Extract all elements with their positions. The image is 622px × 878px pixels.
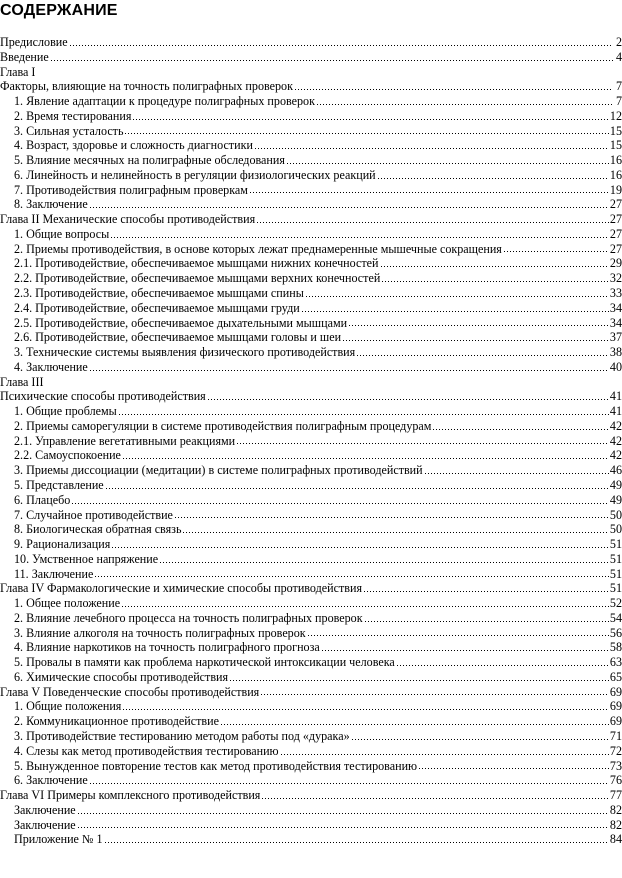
toc-entry[interactable] xyxy=(0,153,622,168)
dot-leader xyxy=(50,50,613,62)
toc-page-number: 12 xyxy=(609,108,622,123)
toc-entry[interactable] xyxy=(0,345,622,360)
toc-page-number: 4 xyxy=(615,49,622,64)
dot-leader xyxy=(118,404,609,416)
toc-entry[interactable] xyxy=(0,581,622,596)
toc-entry[interactable] xyxy=(0,448,622,463)
toc-entry[interactable] xyxy=(0,197,622,212)
toc-entry-title: 1. Общие проблемы xyxy=(14,404,117,419)
toc-entry-title: Введение xyxy=(0,49,49,64)
toc-entry-title: 2.3. Противодействие, обеспечиваемое мышцами спины xyxy=(14,286,304,301)
toc-page-number: 69 xyxy=(609,684,622,699)
toc-entry-title: Психические способы противодействия xyxy=(0,389,206,404)
dot-leader xyxy=(122,699,609,711)
toc-chapter-heading[interactable] xyxy=(0,375,622,390)
toc-page-number: 41 xyxy=(609,404,622,419)
toc-page-number: 27 xyxy=(609,197,622,212)
toc-page-number: 7 xyxy=(615,79,622,94)
toc-page-number: 50 xyxy=(609,522,622,537)
toc-entry[interactable] xyxy=(0,699,622,714)
dot-leader xyxy=(432,419,608,431)
toc-entry[interactable] xyxy=(0,183,622,198)
dot-leader xyxy=(77,803,609,815)
toc-entry-title: 5. Вынужденное повторение тестов как метод противодействия тестированию xyxy=(14,758,418,773)
toc-page-number: 49 xyxy=(609,477,622,492)
dot-leader xyxy=(105,478,609,490)
dot-leader xyxy=(364,611,609,623)
toc-entry-title: Глава VI Примеры комплексного противодействия xyxy=(0,788,261,803)
toc-entry[interactable] xyxy=(0,404,622,419)
toc-entry[interactable] xyxy=(0,50,622,65)
toc-entry[interactable] xyxy=(0,286,622,301)
toc-entry[interactable] xyxy=(0,626,622,641)
toc-entry-title: 8. Заключение xyxy=(14,197,88,212)
toc-page-number: 42 xyxy=(609,418,622,433)
toc-entry[interactable] xyxy=(0,759,622,774)
dot-leader xyxy=(424,463,609,475)
dot-leader xyxy=(89,360,609,372)
toc-entry[interactable] xyxy=(0,79,622,94)
dot-leader xyxy=(249,182,609,194)
toc-page-number: 71 xyxy=(609,728,622,743)
dot-leader xyxy=(305,286,609,298)
toc-entry-title: 3. Сильная усталость xyxy=(14,123,124,138)
toc-page-number: 27 xyxy=(609,212,622,227)
toc-entry-title: Глава V Поведенческие способы противодействия xyxy=(0,684,260,699)
toc-page-number: 76 xyxy=(609,773,622,788)
toc-entry[interactable] xyxy=(0,301,622,316)
dot-leader xyxy=(256,212,609,224)
toc-page-number: 42 xyxy=(609,448,622,463)
dot-leader xyxy=(503,241,609,253)
dot-leader xyxy=(307,625,609,637)
toc-entry[interactable] xyxy=(0,124,622,139)
dot-leader xyxy=(77,817,609,829)
toc-page-number: 73 xyxy=(609,758,622,773)
toc-entry[interactable] xyxy=(0,94,622,109)
toc-entry[interactable] xyxy=(0,478,622,493)
toc-page-number: 50 xyxy=(609,507,622,522)
toc-entry-title: 5. Влияние месячных на полиграфные обследования xyxy=(14,153,285,168)
toc-page-number: 29 xyxy=(609,256,622,271)
toc-entry[interactable] xyxy=(0,434,622,449)
toc-entry-title: 1. Общее положение xyxy=(14,596,121,611)
dot-leader xyxy=(207,389,609,401)
page-title: СОДЕРЖАНИЕ xyxy=(0,2,118,19)
dot-leader xyxy=(280,744,609,756)
toc-entry[interactable] xyxy=(0,271,622,286)
dot-leader xyxy=(71,493,609,505)
toc-entry[interactable] xyxy=(0,316,622,331)
toc-entry[interactable] xyxy=(0,508,622,523)
dot-leader xyxy=(377,168,609,180)
toc-entry[interactable] xyxy=(0,419,622,434)
dot-leader xyxy=(132,109,608,121)
dot-leader xyxy=(122,448,609,460)
toc-page-number: 54 xyxy=(609,610,622,625)
toc-entry-title: 6. Линейность и нелинейность в регуляции физиологических реакций xyxy=(14,167,376,182)
dot-leader xyxy=(69,35,613,47)
toc-page-number: 82 xyxy=(609,802,622,817)
toc-entry-title: 11. Заключение xyxy=(14,566,94,581)
toc-entry-title: 4. Заключение xyxy=(14,359,88,374)
dot-leader xyxy=(124,123,608,135)
toc-entry-title: Заключение xyxy=(14,817,76,832)
dot-leader xyxy=(174,507,609,519)
toc-entry-title: Глава II Механические способы противодействия xyxy=(0,212,256,227)
toc-entry-title: 2.1. Противодействие, обеспечиваемое мышцами нижних конечностей xyxy=(14,256,379,271)
toc-page-number: 34 xyxy=(609,300,622,315)
toc-page-number: 42 xyxy=(609,433,622,448)
toc-page-number: 15 xyxy=(609,123,622,138)
toc-entry[interactable] xyxy=(0,611,622,626)
toc-entry[interactable] xyxy=(0,729,622,744)
toc-page-number: 49 xyxy=(609,492,622,507)
dot-leader xyxy=(104,832,609,844)
toc-page-number: 27 xyxy=(609,226,622,241)
dot-leader xyxy=(89,197,609,209)
toc-entry[interactable] xyxy=(0,832,622,847)
toc-page-number: 58 xyxy=(609,640,622,655)
toc-page-number: 69 xyxy=(609,699,622,714)
toc-page-number: 7 xyxy=(615,94,622,109)
toc-page-number: 19 xyxy=(609,182,622,197)
toc-entry-title: Факторы, влияющие на точность полиграфных проверок xyxy=(0,79,293,94)
toc-entry-title: 1. Общие вопросы xyxy=(14,226,110,241)
dot-leader xyxy=(254,138,609,150)
dot-leader xyxy=(159,552,609,564)
toc-entry-title: 5. Провалы в памяти как проблема наркотической интоксикации человека xyxy=(14,655,395,670)
toc-entry[interactable] xyxy=(0,655,622,670)
toc-page-number: 46 xyxy=(609,463,622,478)
toc-entry-title: 2. Время тестирования xyxy=(14,108,132,123)
toc-entry[interactable] xyxy=(0,493,622,508)
toc-entry[interactable] xyxy=(0,714,622,729)
toc-entry-title: 2.2. Самоуспокоение xyxy=(14,448,121,463)
toc-entry[interactable] xyxy=(0,212,622,227)
toc-page-number: 15 xyxy=(609,138,622,153)
toc-entry-title: 2.6. Противодействие, обеспечиваемое мышцами головы и шеи xyxy=(14,330,342,345)
toc-entry[interactable] xyxy=(0,138,622,153)
toc-entry[interactable] xyxy=(0,389,622,404)
toc-page-number: 52 xyxy=(609,596,622,611)
dot-leader xyxy=(380,256,609,268)
toc-entry-title: Глава I xyxy=(0,64,36,79)
dot-leader xyxy=(301,301,609,313)
toc-entry-title: 3. Противодействие тестированию методом работы под «дурака» xyxy=(14,728,350,743)
toc-entry-title: 7. Случайное противодействие xyxy=(14,507,173,522)
toc-page-number: 37 xyxy=(609,330,622,345)
toc-entry-title: 1. Общие положения xyxy=(14,699,122,714)
toc-page-number: 65 xyxy=(609,669,622,684)
toc-entry-title: 10. Умственное напряжение xyxy=(14,551,159,566)
toc-page-number: 51 xyxy=(609,566,622,581)
toc-entry[interactable] xyxy=(0,640,622,655)
toc-page-number: 84 xyxy=(609,832,622,847)
toc-page-number: 77 xyxy=(609,788,622,803)
toc-entry-title: 1. Явление адаптации к процедуре полиграфных проверок xyxy=(14,94,315,109)
toc-entry-title: Глава III xyxy=(0,374,44,389)
toc-entry[interactable] xyxy=(0,109,622,124)
dot-leader xyxy=(294,79,613,91)
dot-leader xyxy=(261,788,609,800)
toc-entry[interactable] xyxy=(0,522,622,537)
toc-page-number: 51 xyxy=(609,581,622,596)
toc-entry-title: Приложение № 1 xyxy=(14,832,103,847)
toc-entry-title: 3. Влияние алкоголя на точность полиграфных проверок xyxy=(14,625,306,640)
dot-leader xyxy=(286,153,609,165)
toc-entry[interactable] xyxy=(0,744,622,759)
toc-entry-title: 2. Приемы саморегуляции в системе противодействия полиграфным процедурам xyxy=(14,418,432,433)
toc-entry-title: Глава IV Фармакологические и химические способы противодействия xyxy=(0,581,363,596)
toc-entry-title: 4. Возраст, здоровье и сложность диагностики xyxy=(14,138,253,153)
toc-entry-title: 2.4. Противодействие, обеспечиваемое мышцами груди xyxy=(14,300,300,315)
toc-page-number: 69 xyxy=(609,714,622,729)
toc-entry-title: 6. Плацебо xyxy=(14,492,71,507)
toc-entry-title: 2. Приемы противодействия, в основе которых лежат преднамеренные мышечные сокращения xyxy=(14,241,502,256)
toc-entry-title: Предисловие xyxy=(0,35,68,49)
toc-entry-title: 9. Рационализация xyxy=(14,537,111,552)
toc-entry[interactable] xyxy=(0,567,622,582)
toc-entry-title: 3. Технические системы выявления физического противодействия xyxy=(14,345,356,360)
toc-chapter-heading[interactable] xyxy=(0,65,622,80)
toc-entry-title: 2.5. Противодействие, обеспечиваемое дыхательными мышцами xyxy=(14,315,348,330)
toc-entry[interactable] xyxy=(0,168,622,183)
dot-leader xyxy=(220,714,609,726)
toc-entry-title: 2. Влияние лечебного процесса на точность полиграфных проверок xyxy=(14,610,363,625)
toc-entry-title: 2. Коммуникационное противодействие xyxy=(14,714,219,729)
toc-page-number: 72 xyxy=(609,743,622,758)
toc-entry[interactable] xyxy=(0,818,622,833)
toc-page-number: 40 xyxy=(609,359,622,374)
toc-page-number: 16 xyxy=(609,153,622,168)
toc-entry[interactable] xyxy=(0,552,622,567)
toc-entry-title: 2.1. Управление вегетативными реакциями xyxy=(14,433,236,448)
dot-leader xyxy=(348,315,609,327)
toc-entry[interactable] xyxy=(0,537,622,552)
toc-page-number: 16 xyxy=(609,167,622,182)
dot-leader xyxy=(236,433,609,445)
toc-page-number: 38 xyxy=(609,345,622,360)
toc-entry[interactable] xyxy=(0,670,622,685)
dot-leader xyxy=(111,537,609,549)
dot-leader xyxy=(321,640,609,652)
toc-page-number: 51 xyxy=(609,537,622,552)
dot-leader xyxy=(229,670,609,682)
toc-entry-title: 6. Заключение xyxy=(14,773,88,788)
dot-leader xyxy=(316,94,613,106)
toc-entry[interactable] xyxy=(0,227,622,242)
toc-entry[interactable] xyxy=(0,35,622,50)
dot-leader xyxy=(260,684,609,696)
toc-page-number: 34 xyxy=(609,315,622,330)
dot-leader xyxy=(351,729,609,741)
toc-page-number: 63 xyxy=(609,655,622,670)
toc-entry[interactable] xyxy=(0,596,622,611)
toc-entry[interactable] xyxy=(0,463,622,478)
toc-entry-title: 6. Химические способы противодействия xyxy=(14,669,229,684)
toc-entry[interactable] xyxy=(0,242,622,257)
toc-entry[interactable] xyxy=(0,788,622,803)
toc-page-number: 32 xyxy=(609,271,622,286)
dot-leader xyxy=(110,227,609,239)
toc-page-number: 33 xyxy=(609,286,622,301)
toc-entry[interactable] xyxy=(0,330,622,345)
toc-entry-title: 7. Противодействия полиграфным проверкам xyxy=(14,182,248,197)
toc-entry[interactable] xyxy=(0,685,622,700)
toc-page-number: 2 xyxy=(615,35,622,49)
dot-leader xyxy=(396,655,609,667)
dot-leader xyxy=(94,566,609,578)
dot-leader xyxy=(418,758,609,770)
dot-leader xyxy=(356,345,609,357)
toc-entry-title: 4. Слезы как метод противодействия тестированию xyxy=(14,743,279,758)
toc-entry[interactable] xyxy=(0,360,622,375)
dot-leader xyxy=(182,522,608,534)
toc-entry[interactable] xyxy=(0,773,622,788)
toc-entry-title: 8. Биологическая обратная связь xyxy=(14,522,182,537)
toc-page-number: 56 xyxy=(609,625,622,640)
toc-page-number: 51 xyxy=(609,551,622,566)
dot-leader xyxy=(342,330,609,342)
toc-entry-title: 4. Влияние наркотиков на точность полиграфного прогноза xyxy=(14,640,320,655)
toc-page-number: 27 xyxy=(609,241,622,256)
toc-page-number: 41 xyxy=(609,389,622,404)
toc-page-number: 82 xyxy=(609,817,622,832)
toc-entry-title: Заключение xyxy=(14,802,76,817)
dot-leader xyxy=(89,773,609,785)
toc-entry[interactable] xyxy=(0,256,622,271)
table-of-contents xyxy=(0,35,622,847)
dot-leader xyxy=(381,271,609,283)
toc-entry-title: 2.2. Противодействие, обеспечиваемое мышцами верхних конечностей xyxy=(14,271,381,286)
toc-entry-title: 5. Представление xyxy=(14,477,104,492)
dot-leader xyxy=(363,581,609,593)
toc-entry-title: 3. Приемы диссоциации (медитации) в системе полиграфных противодействий xyxy=(14,463,423,478)
toc-entry[interactable] xyxy=(0,803,622,818)
dot-leader xyxy=(121,596,609,608)
